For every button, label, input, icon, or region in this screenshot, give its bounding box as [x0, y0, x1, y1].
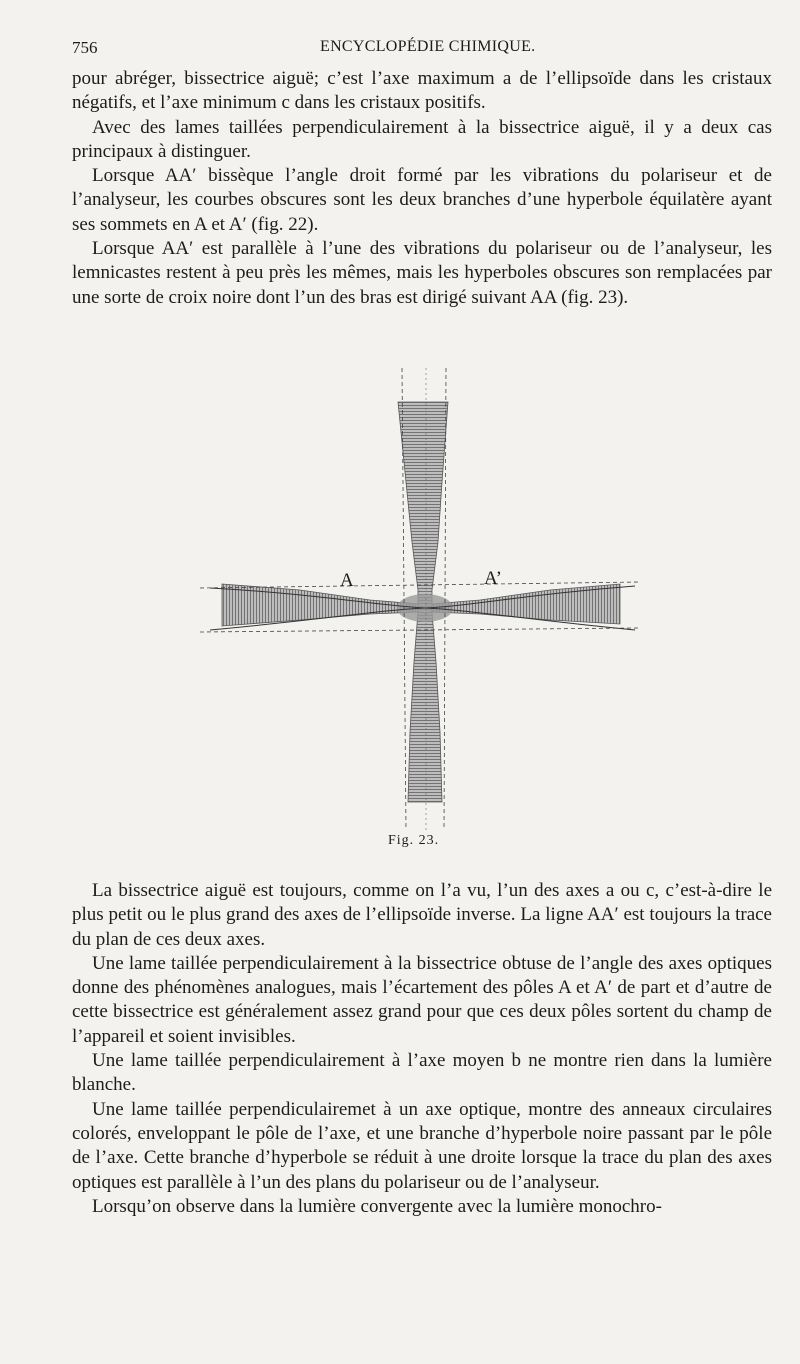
paragraph-1: pour abréger, bissectrice aiguë; c’est l’axe maximum a de l’ellipsoïde dans les cristaux négatifs, et l’axe minimum c dans les cristaux positifs. — [72, 68, 772, 114]
cross-diagram — [180, 362, 650, 832]
paragraph-6: Une lame taillée perpendiculairement à la bissectrice obtuse de l’angle des axes optiques donne des phénomènes analogues, mais l’écartement des pôles A et A′ de part et d’autre de cette bissectrice est généralement assez grand pour que ces deux pôles sortent du champ de l’appareil et soient invisibles. — [72, 952, 772, 1047]
paragraph-9: Lorsqu’on observe dans la lumière convergente avec la lumière monochro- — [92, 1195, 662, 1217]
figure-23 — [180, 362, 650, 862]
page-header — [72, 38, 772, 60]
page-number: 756 — [72, 38, 98, 57]
paragraph-5: La bissectrice aiguë est toujours, comme on l’a vu, l’un des axes a ou c, c’est-à-dire le plus petit ou le plus grand des axes de l’ellipsoïde inverse. La ligne AA′ est toujours la trace du plan de ces deux axes. — [72, 880, 772, 950]
bottom-text-block — [72, 879, 772, 1219]
paragraph-4: Lorsque AA′ est parallèle à l’une des vibrations du polariseur ou de l’analyseur, les lemnicastes restent à peu près les mêmes, mais les hyperboles obscures son remplacées par une sorte de croix noire dont l’un des bras est dirigé suivant AA (fig. 23). — [72, 238, 772, 308]
paragraph-2: Avec des lames taillées perpendiculairement à la bissectrice aiguë, il y a deux cas principaux à distinguer. — [72, 116, 772, 162]
label-a: A — [340, 570, 354, 591]
paragraph-8: Une lame taillée perpendiculairemet à un axe optique, montre des anneaux circulaires colorés, enveloppant le pôle de l’axe, et une branche d’hyperbole noire passant par le pôle de l’axe. Cette branche d’hyperbole se réduit à une droite lorsque la trace du plan des axes optiques est parallèle à l’un des plans du polariseur ou de l’analyseur. — [72, 1098, 772, 1193]
label-a-prime: A’ — [484, 568, 502, 589]
top-text-block — [72, 67, 772, 310]
running-title: ENCYCLOPÉDIE CHIMIQUE. — [320, 38, 536, 55]
paragraph-7: Une lame taillée perpendiculairement à l’axe moyen b ne montre rien dans la lumière blanche. — [72, 1050, 772, 1096]
figure-caption: Fig. 23. — [388, 833, 440, 848]
paragraph-3: Lorsque AA′ bissèque l’angle droit formé par les vibrations du polariseur et de l’analyseur, les courbes obscures sont les deux branches d’une hyperbole équilatère ayant ses sommets en A et A′ (fig. 22). — [72, 165, 772, 235]
